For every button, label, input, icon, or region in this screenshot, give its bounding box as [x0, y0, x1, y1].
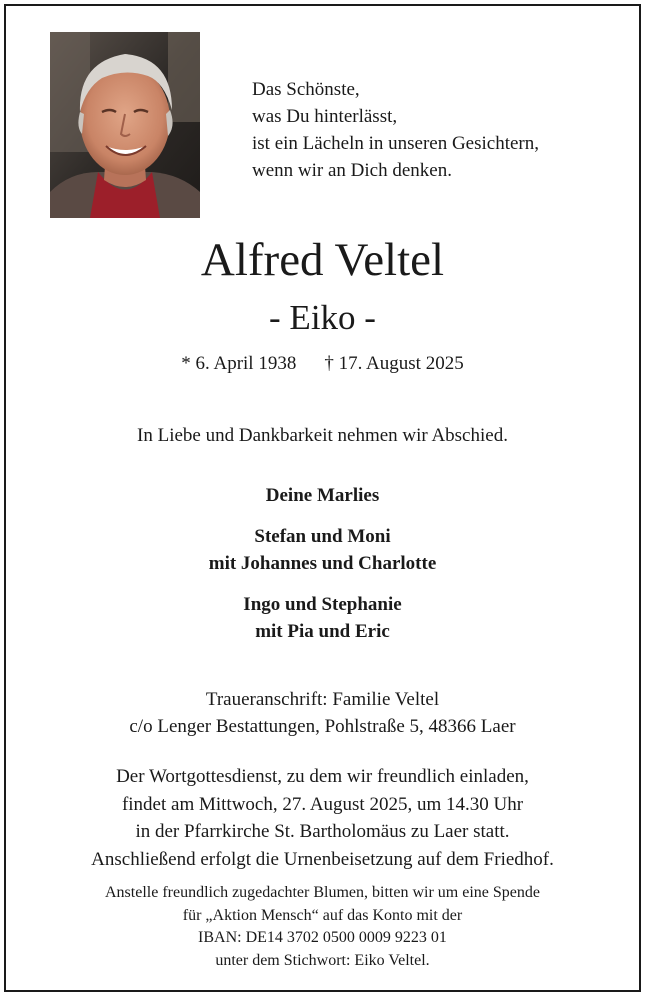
donation-info [6, 882, 639, 972]
mourner-group [6, 591, 639, 645]
mourning-address [6, 686, 639, 740]
service-line: findet am Mittwoch, 27. August 2025, um 14.30 Uhr [121, 793, 524, 815]
mourner-line: mit Johannes und Charlotte [208, 553, 437, 574]
donation-line: IBAN: DE14 3702 0500 0009 9223 01 [198, 929, 447, 946]
deceased-nickname: - Eiko - [269, 298, 376, 337]
address-line: Traueranschrift: Familie Veltel [205, 689, 440, 710]
birth-date: * 6. April 1938 [181, 353, 297, 374]
service-line: in der Pfarrkirche St. Bartholomäus zu Laer statt. [135, 821, 510, 842]
portrait-photo [50, 32, 200, 218]
donation-line: Anstelle freundlich zugedachter Blumen, bitten wir um eine Spende [105, 884, 540, 901]
poem-line: was Du hinterlässt, [252, 106, 398, 127]
deceased-name: Alfred Veltel [200, 234, 445, 286]
mourners-list [6, 482, 639, 659]
poem [252, 76, 539, 184]
mourner-line: Stefan und Moni [254, 526, 391, 547]
poem-line: Das Schönste, [252, 79, 360, 100]
mourner-group [6, 482, 639, 509]
address-line: c/o Lenger Bestattungen, Pohlstraße 5, 48366 Laer [129, 716, 516, 737]
donation-line: unter dem Stichwort: Eiko Veltel. [215, 951, 430, 969]
mourner-line: Ingo und Stephanie [243, 594, 402, 615]
death-date: † 17. August 2025 [324, 353, 464, 374]
mourner-line: Deine Marlies [265, 485, 380, 506]
mourner-line: mit Pia und Eric [255, 621, 390, 642]
life-dates [6, 352, 639, 376]
mourner-group [6, 523, 639, 577]
service-line: Anschließend erfolgt die Urnenbeisetzung auf dem Friedhof. [91, 848, 554, 870]
service-info [6, 763, 639, 873]
poem-line: wenn wir an Dich denken. [252, 160, 452, 181]
farewell-text: In Liebe und Dankbarkeit nehmen wir Abschied. [137, 425, 508, 446]
poem-line: ist ein Lächeln in unseren Gesichtern, [252, 133, 540, 154]
obituary-notice [4, 4, 641, 992]
service-line: Der Wortgottesdienst, zu dem wir freundlich einladen, [116, 766, 529, 787]
donation-line: für „Aktion Mensch“ auf das Konto mit der [182, 906, 463, 924]
